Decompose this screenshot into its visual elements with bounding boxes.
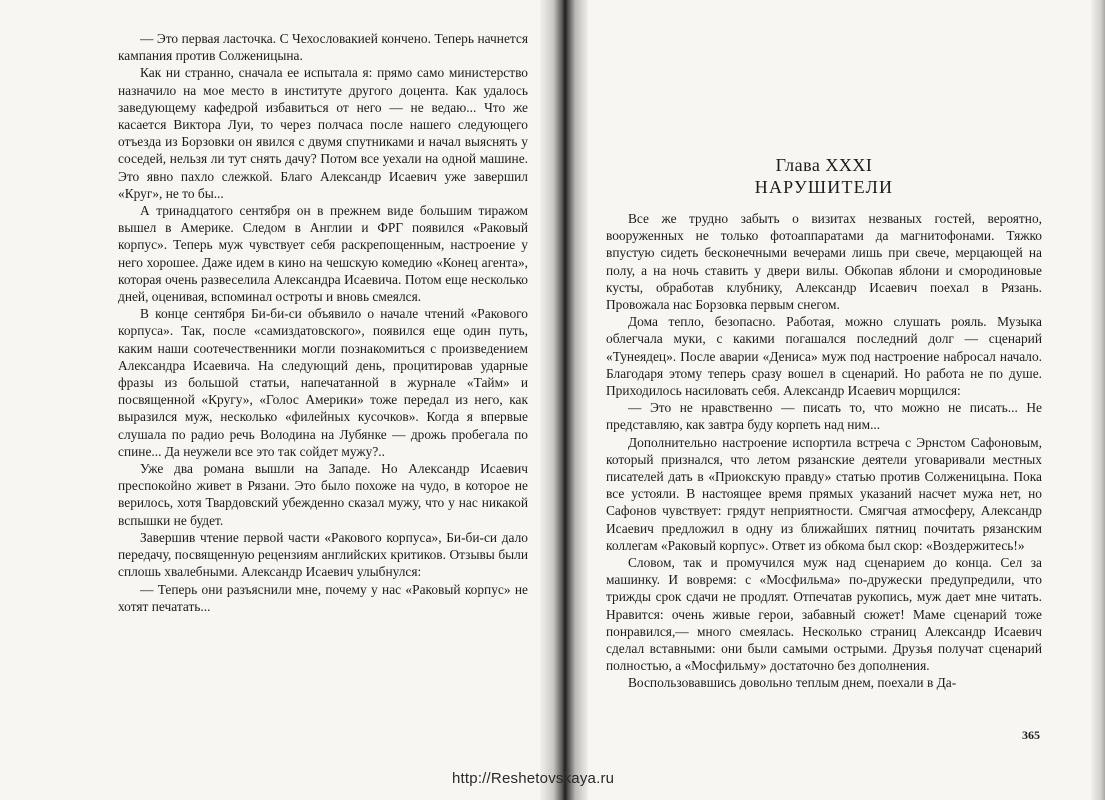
- chapter-title: НАРУШИТЕЛИ: [754, 177, 894, 197]
- paragraph: — Теперь они разъяснили мне, почему у нас «Раковый корпус» не хотят печатать...: [118, 581, 528, 614]
- paragraph: Уже два романа вышли на Западе. Но Александр Исаевич преспокойно живет в Рязани. Это было похоже на чудо, в которое не верилось, хотя Твардовский убежденно сказал мужу, что у нас никакой вспышки не будет.: [118, 461, 528, 528]
- watermark-url: http://Reshetovskaya.ru: [452, 770, 615, 787]
- paragraph: — Это не нравственно — писать то, что можно не писать... Не представляю, как завтра буду корпеть над ним...: [606, 400, 1042, 433]
- paragraph: Как ни странно, сначала ее испытала я: прямо само министерство назначило на мое место в институте другого доцента. Как удалось заведующему кафедрой избавиться от него — не ведаю... Что же касается Виктора Луи, то через полчаса после нашего следующего отъезда из Борзовки он явился с двумя спутниками и начал выяснять у соседей, нельзя ли тут снять дачу? Потом все уехали на одной машине. Это явно пахло слежкой. Благо Александр Исаевич уже завершил «Круг», не то бы...: [118, 65, 528, 201]
- right-page-text: [606, 210, 1042, 692]
- left-page-text: [118, 30, 528, 615]
- page-number: 365: [1022, 728, 1040, 742]
- paragraph: Все же трудно забыть о визитах незваных гостей, вероятно, вооруженных не только фотоаппаратами да магнитофонами. Тяжко впустую сидеть бесконечными вечерами лишь при свече, мерцающей на полу, а на ночь ставить у двери вилы. Обкопав яблони и смородиновые кусты, обработав клубнику, Александр Исаевич поехал в Рязань. Провожала нас Борзовка первым снегом.: [606, 211, 1042, 313]
- paragraph: А тринадцатого сентября он в прежнем виде большим тиражом вышел в Америке. Следом в Англии и ФРГ появился «Раковый корпус». Теперь муж чувствует себя раскрепощенным, настроение у него хорошее. Даже идем в кино на чешскую комедию «Конец агента», которая очень развеселила Александра Исаевича. Потом еще несколько дней, оценивая, вспоминал остроты и вновь смеялся.: [118, 203, 528, 305]
- paragraph: Словом, так и промучился муж над сценарием до конца. Сел за машинку. И вовремя: с «Мосфильма» по-дружески предупредили, что трижды срок сдачи не продлят. Отпечатав рукопись, муж дает мне читать. Нравится: очень живые герои, забавный сюжет! Маме сценарий тоже понравился,— много смеялась. Несколько страниц Александр Исаевич сделал вставными: они были самыми острыми. Друзья получат сценарий полностью, а «Мосфильму» достаточно без дополнения.: [606, 555, 1042, 674]
- paragraph: — Это первая ласточка. С Чехословакией кончено. Теперь начнется кампания против Солженицына.: [118, 31, 528, 64]
- page-edge: [1091, 0, 1105, 800]
- chapter-number: Глава XXXI: [775, 155, 873, 175]
- paragraph: Дополнительно настроение испортила встреча с Эрнстом Сафоновым, который признался, что летом рязанские деятели уговаривали местных писателей дать в «Приокскую правду» статью против Солженицына. Пока все устояли. В настоящее время прямых указаний насчет мужа нет, но Сафонов чувствует: грядут неприятности. Смягчая атмосферу, Александр Исаевич предложил в одну из ближайших пятниц почитать рязанским коллегам «Раковый корпус». Ответ из обкома был скор: «Воздержитесь!»: [606, 434, 1042, 553]
- book-gutter: [540, 0, 588, 800]
- paragraph: Воспользовавшись довольно теплым днем, поехали в Да-: [628, 675, 957, 691]
- chapter-heading: [606, 154, 1042, 198]
- paragraph: Дома тепло, безопасно. Работая, можно слушать рояль. Музыка облегчала муки, с какими погашался последний долг — сценарий «Тунеядец». После аварии «Дениса» муж под настроение набросал начало. Благодаря этому теперь сразу вошел в сценарий. Но работа не по душе. Приходилось насиловать себя. Александр Исаевич морщился:: [606, 314, 1042, 399]
- paragraph: В конце сентября Би-би-си объявило о начале чтений «Ракового корпуса». Так, после «самиздатовского», появился еще один путь, каким наши соотечественники могли познакомиться с произведением Александра Исаевича. На следующий день, процитировав ударные фразы из большой статьи, напечатанной в журнале «Тайм» и посвященной «Кругу», «Голос Америки» тоже передал из него, как выразился муж, несколько «филейных кусочков». Когда я впервые слушала по радио речь Володина на Лубянке — дрожь пробегала по спине... Да неужели все это так сойдет мужу?..: [118, 306, 528, 459]
- paragraph: Завершив чтение первой части «Ракового корпуса», Би-би-си дало передачу, посвященную рецензиям английских критиков. Отзывы были сплошь хвалебными. Александр Исаевич улыбнулся:: [118, 529, 528, 580]
